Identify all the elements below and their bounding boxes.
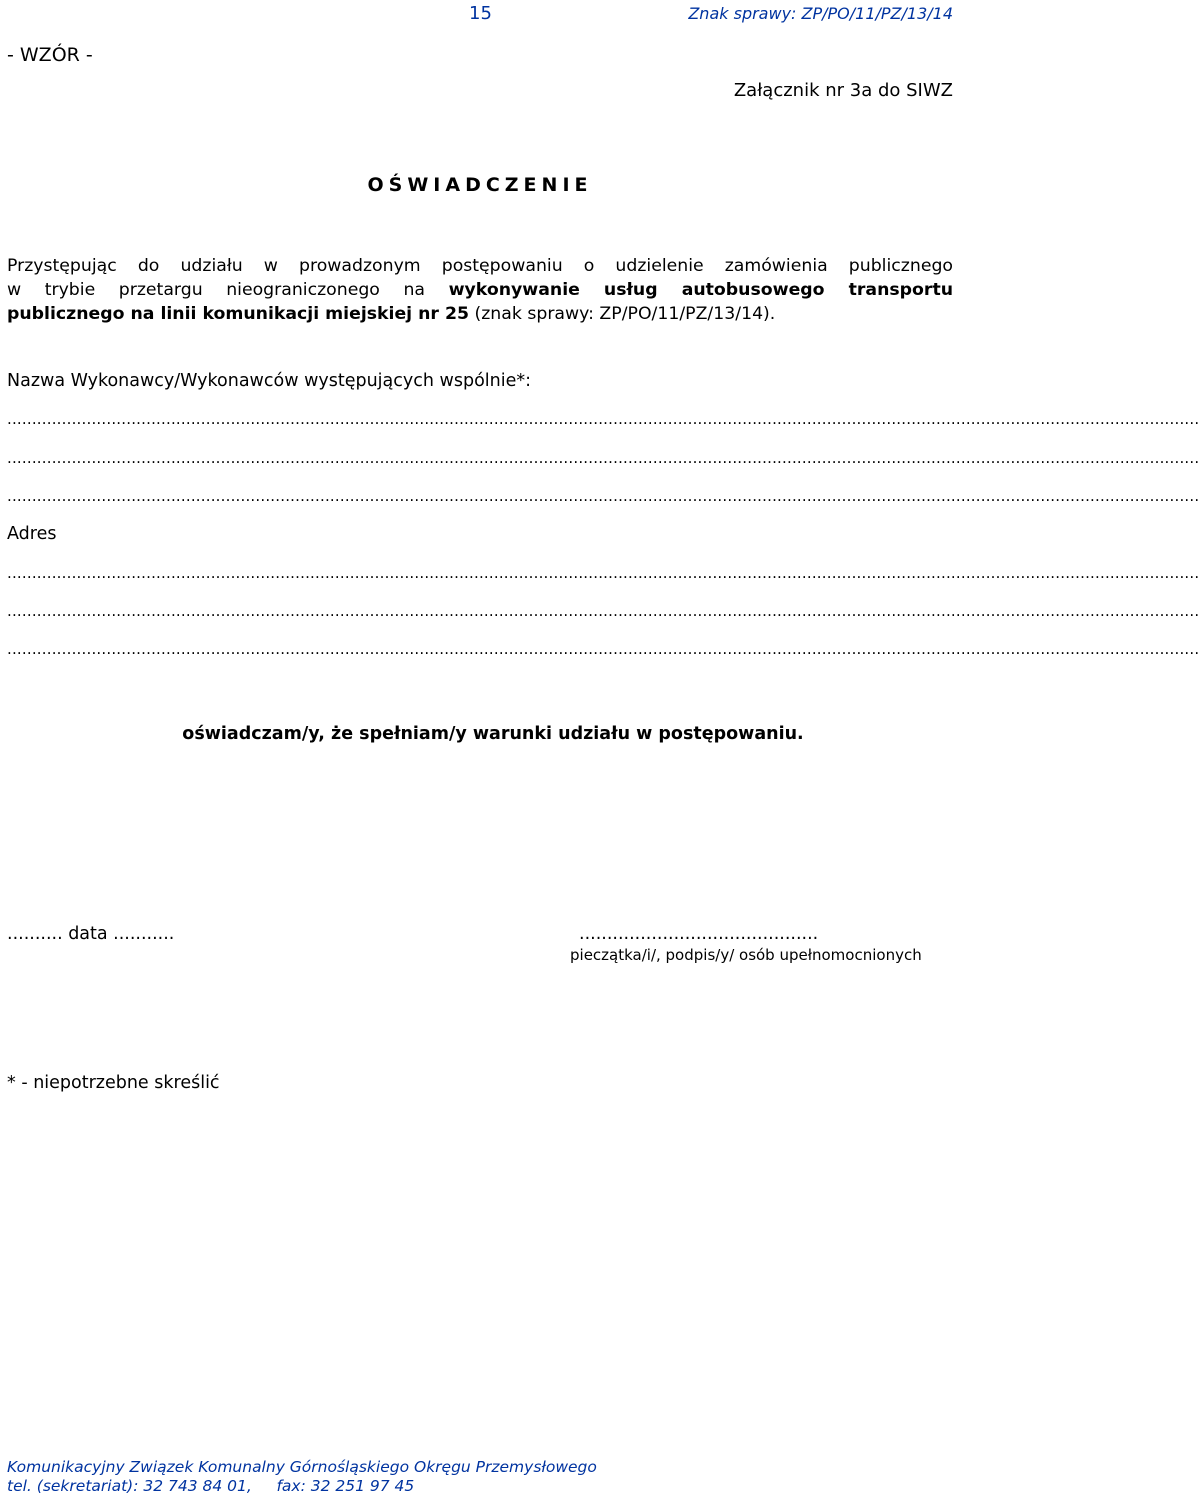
declaration-statement: oświadczam/y, że spełniam/y warunki udziału w postępowaniu. — [182, 724, 804, 744]
signature-caption: pieczątka/i/, podpis/y/ osób upełnomocnionych — [570, 946, 922, 964]
case-reference: Znak sprawy: ZP/PO/11/PZ/13/14 — [688, 4, 953, 23]
attachment-label: Załącznik nr 3a do SIWZ — [733, 80, 953, 101]
contractor-name-line-3: ................................................................................................................................................................................................................................................ — [7, 487, 1199, 505]
address-label: Adres — [7, 524, 57, 544]
address-line-3: ................................................................................................................................................................................................................................................ — [7, 640, 1199, 658]
footnote: * - niepotrzebne skreślić — [7, 1073, 220, 1093]
page-number: 15 — [469, 3, 492, 24]
footer-contact: tel. (sekretariat): 32 743 84 01, fax: 32 251 97 45 — [7, 1477, 415, 1495]
date-line: .......... data ........... — [7, 924, 175, 944]
address-line-2: ................................................................................................................................................................................................................................................ — [7, 602, 1199, 620]
intro-paragraph — [7, 254, 953, 326]
intro-line-3-text: (znak sprawy: ZP/PO/11/PZ/13/14). — [469, 304, 776, 324]
intro-line-1: Przystępując do udziału w prowadzonym postępowaniu o udzielenie zamówienia publicznego — [7, 256, 953, 276]
intro-line-3-bold: publicznego na linii komunikacji miejskiej nr 25 — [7, 304, 469, 324]
intro-line-2-bold: wykonywanie usług autobusowego transportu — [448, 280, 954, 300]
intro-line-2 — [7, 278, 953, 302]
intro-line-3 — [7, 302, 953, 326]
template-label: - WZÓR - — [7, 44, 93, 66]
intro-line-2-text: w trybie przetargu nieograniczonego na — [7, 280, 449, 300]
contractor-name-label: Nazwa Wykonawcy/Wykonawców występujących wspólnie*: — [7, 371, 532, 391]
contractor-name-line-2: ................................................................................................................................................................................................................................................ — [7, 449, 1199, 467]
document-title: OŚWIADCZENIE — [367, 174, 593, 196]
footer-organization: Komunikacyjny Związek Komunalny Górnośląskiego Okręgu Przemysłowego — [7, 1458, 597, 1476]
signature-line: ........................................... — [579, 924, 819, 944]
contractor-name-line-1: ................................................................................................................................................................................................................................................ — [7, 410, 1199, 428]
address-line-1: ................................................................................................................................................................................................................................................ — [7, 564, 1199, 582]
